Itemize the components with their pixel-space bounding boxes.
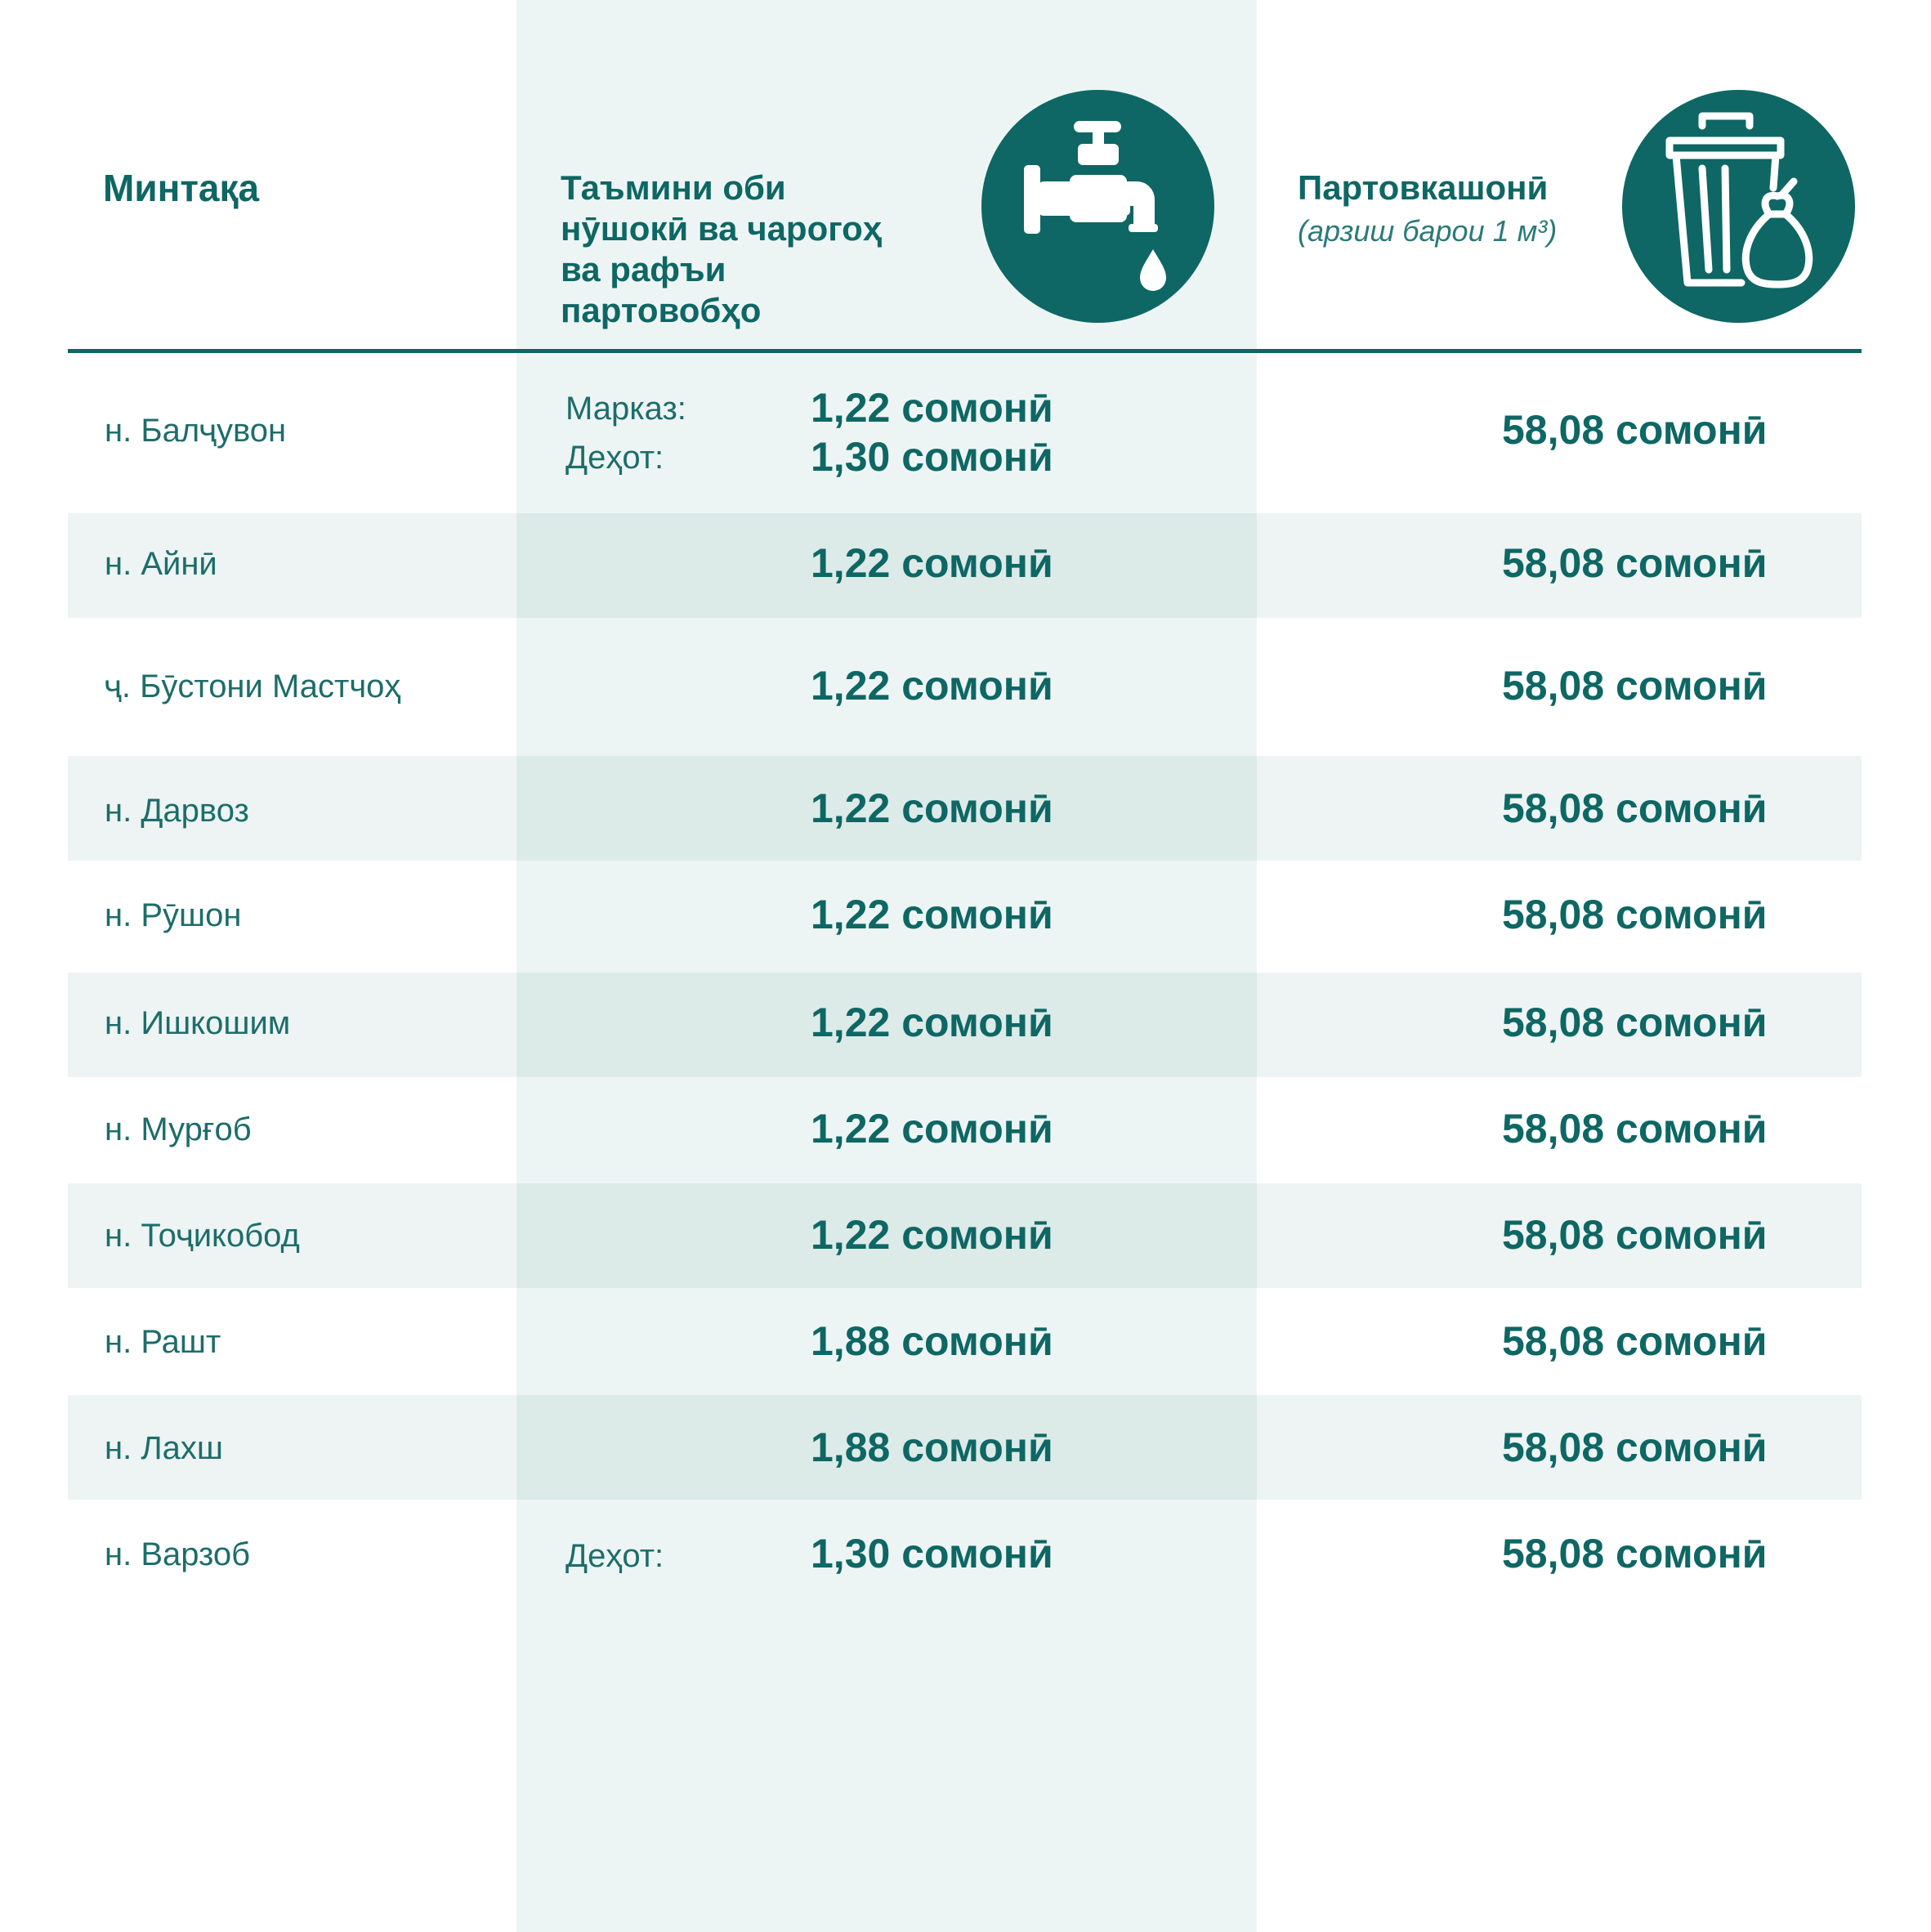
water-price: 1,30 сомонӣ — [811, 434, 1053, 480]
waste-price: 58,08 сомонӣ — [1502, 407, 1768, 453]
header-divider — [68, 349, 1862, 353]
water-price: 1,22 сомонӣ — [811, 663, 1053, 709]
water-price: 1,88 сомонӣ — [811, 1424, 1053, 1470]
region-cell: н. Дарвоз — [105, 793, 249, 829]
waste-price: 58,08 сомонӣ — [1502, 540, 1768, 586]
water-price: 1,30 сомонӣ — [811, 1531, 1053, 1576]
waste-price: 58,08 сомонӣ — [1502, 1000, 1768, 1045]
water-price: 1,22 сомонӣ — [811, 1106, 1053, 1152]
water-price: 1,22 сомонӣ — [811, 1000, 1053, 1045]
region-cell: н. Лахш — [105, 1430, 223, 1466]
region-cell: н. Тоҷикобод — [105, 1218, 300, 1254]
waste-price: 58,08 сомонӣ — [1502, 1106, 1768, 1152]
region-cell: н. Рашт — [105, 1324, 221, 1360]
region-cell: н. Айнӣ — [105, 546, 217, 582]
trash-bin-icon — [1622, 90, 1855, 323]
waste-price: 58,08 сомонӣ — [1502, 892, 1768, 937]
water-tap-icon — [981, 90, 1214, 323]
header-region: Минтақа — [103, 167, 260, 209]
waste-price: 58,08 сомонӣ — [1502, 1212, 1768, 1258]
region-cell: н. Мурғоб — [105, 1111, 252, 1147]
region-cell: н. Варзоб — [105, 1536, 251, 1572]
region-cell: н. Балҷувон — [105, 413, 287, 449]
region-cell: н. Ишкошим — [105, 1005, 291, 1041]
water-price: 1,22 сомонӣ — [811, 385, 1053, 431]
region-cell: ҷ. Бӯстони Мастчоҳ — [105, 669, 401, 704]
water-price: 1,88 сомонӣ — [811, 1318, 1053, 1364]
water-label-villages: Деҳот: — [565, 440, 664, 476]
water-price: 1,22 сомонӣ — [811, 785, 1053, 831]
water-price: 1,22 сомонӣ — [811, 892, 1053, 937]
waste-price: 58,08 сомонӣ — [1502, 1318, 1768, 1364]
header-waste-subtitle: (арзиш барои 1 м³) — [1298, 214, 1558, 248]
waste-price: 58,08 сомонӣ — [1502, 1424, 1768, 1470]
water-label-center: Марказ: — [565, 391, 686, 427]
waste-price: 58,08 сомонӣ — [1502, 663, 1768, 709]
water-price: 1,22 сомонӣ — [811, 540, 1053, 586]
header-water-supply: Таъмини оби нӯшокӣ ва чарогоҳ ва рафъи партовобҳо — [561, 168, 883, 329]
header-waste-collection: Партовкашонӣ — [1298, 168, 1549, 207]
waste-price: 58,08 сомонӣ — [1502, 785, 1768, 831]
water-label-villages: Деҳот: — [565, 1538, 664, 1574]
water-price: 1,22 сомонӣ — [811, 1212, 1053, 1258]
waste-price: 58,08 сомонӣ — [1502, 1531, 1768, 1576]
region-cell: н. Рӯшон — [105, 897, 242, 933]
